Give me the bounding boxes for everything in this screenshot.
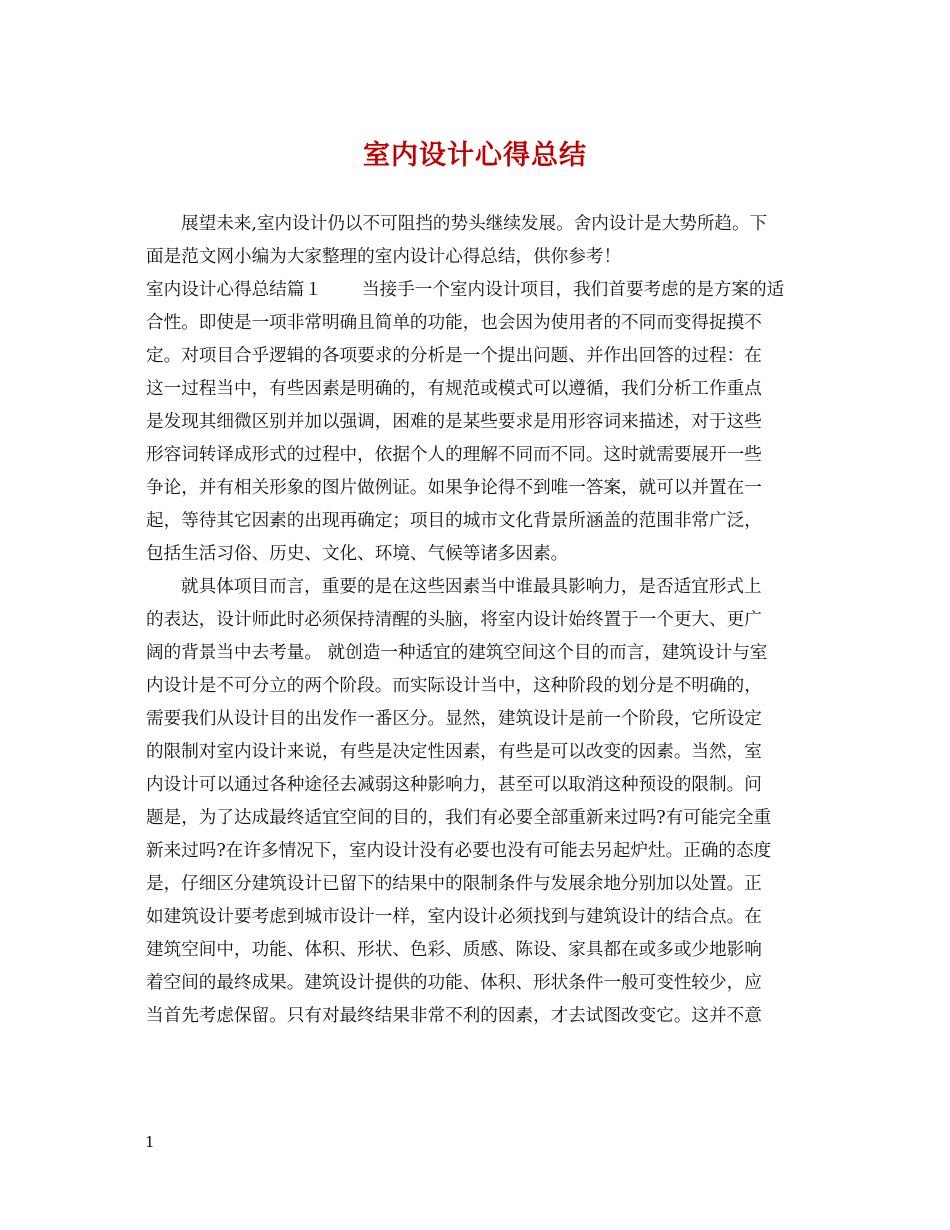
section-heading: 室内设计心得总结篇１	[146, 280, 322, 300]
paragraph-line: 展望未来,室内设计仍以不可阻挡的势头继续发展。舍内设计是大势所趋。下	[181, 214, 768, 234]
paragraph-line: 定。对项目合乎逻辑的各项要求的分析是一个提出问题、并作出回答的过程：在	[146, 346, 762, 366]
paragraph-line: 面是范文网小编为大家整理的室内设计心得总结，供你参考！	[146, 247, 622, 267]
paragraph-line: 题是，为了达成最终适宜空间的目的，我们有必要全部重新来过吗?有可能完全重	[146, 808, 772, 828]
paragraph-line: 包括生活习俗、历史、文化、环境、气候等诸多因素。	[146, 544, 569, 564]
paragraph-line: 新来过吗?在许多情况下，室内设计没有必要也没有可能去另起炉灶。正确的态度	[146, 841, 772, 861]
paragraph-line: 就具体项目而言，重要的是在这些因素当中谁最具影响力，是否适宜形式上	[181, 577, 762, 597]
paragraph-line: 是，仔细区分建筑设计已留下的结果中的限制条件与发展余地分别加以处置。正	[146, 874, 762, 894]
paragraph-line: 合性。即使是一项非常明确且简单的功能，也会因为使用者的不同而变得捉摸不	[146, 313, 762, 333]
page-title: 室内设计心得总结	[363, 140, 587, 171]
paragraph-line	[146, 278, 806, 303]
paragraph-line: 形容词转译成形式的过程中，依据个人的理解不同而不同。这时就需要展开一些	[146, 445, 762, 465]
paragraph-line: 是发现其细微区别并加以强调，困难的是某些要求是用形容词来描述，对于这些	[146, 412, 762, 432]
paragraph-line: 争论，并有相关形象的图片做例证。如果争论得不到唯一答案，就可以并置在一	[146, 478, 762, 498]
paragraph-line: 内设计是不可分立的两个阶段。而实际设计当中，这种阶段的划分是不明确的，	[146, 676, 762, 696]
paragraph-line: 需要我们从设计目的出发作一番区分。显然，建筑设计是前一个阶段，它所设定	[146, 709, 762, 729]
paragraph-text: 当接手一个室内设计项目，我们首要考虑的是方案的适	[361, 280, 785, 300]
paragraph-line: 当首先考虑保留。只有对最终结果非常不利的因素，才去试图改变它。这并不意	[146, 1006, 762, 1026]
paragraph-line: 这一过程当中，有些因素是明确的，有规范或模式可以遵循，我们分析工作重点	[146, 379, 762, 399]
paragraph-line: 阔的背景当中去考量。 就创造一种适宜的建筑空间这个目的而言，建筑设计与室	[146, 643, 768, 663]
paragraph-line: 起，等待其它因素的出现再确定；项目的城市文化背景所涵盖的范围非常广泛，	[146, 511, 762, 531]
paragraph-line: 如建筑设计要考虑到城市设计一样，室内设计必须找到与建筑设计的结合点。在	[146, 907, 762, 927]
paragraph-line: 的限制对室内设计来说，有些是决定性因素，有些是可以改变的因素。当然，室	[146, 742, 762, 762]
paragraph-line: 内设计可以通过各种途径去减弱这种影响力，甚至可以取消这种预设的限制。问	[146, 775, 762, 795]
paragraph-line: 的表达，设计师此时必须保持清醒的头脑，将室内设计始终置于一个更大、更广	[146, 610, 762, 630]
paragraph-line: 建筑空间中，功能、体积、形状、色彩、质感、陈设、家具都在或多或少地影响	[146, 940, 762, 960]
page-number: 1	[145, 1133, 155, 1151]
paragraph-line: 着空间的最终成果。建筑设计提供的功能、体积、形状条件一般可变性较少，应	[146, 973, 762, 993]
